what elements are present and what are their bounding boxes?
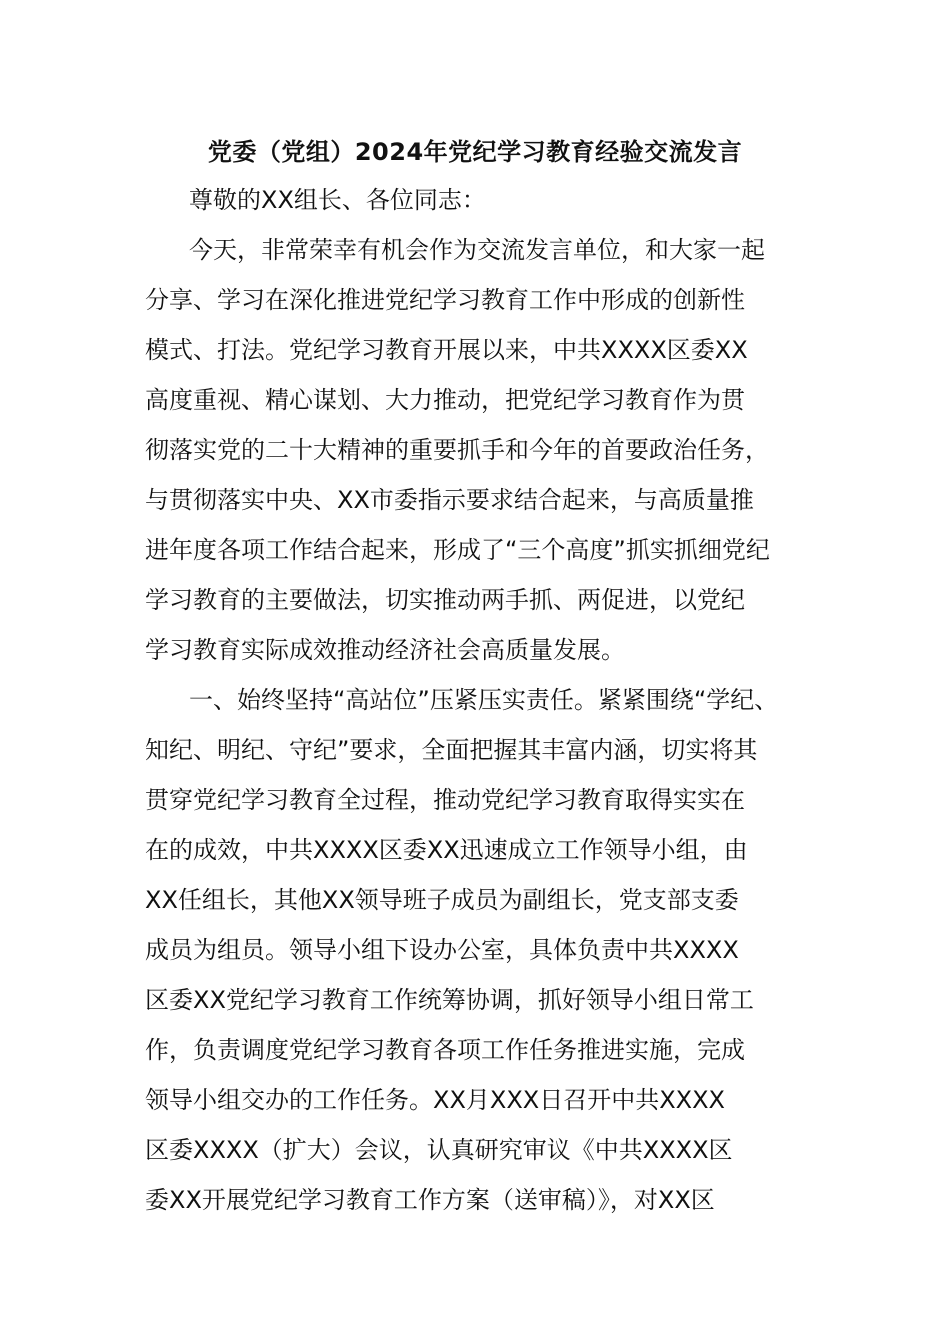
text-line: 作，负责调度党纪学习教育各项工作任务推进实施，完成 <box>145 1036 745 1064</box>
text-line: 学习教育实际成效推动经济社会高质量发展。 <box>145 636 625 664</box>
section-heading-line: 一、始终坚持“高站位”压紧压实责任。紧紧围绕“学纪、 <box>189 686 779 714</box>
text-line: 知纪、明纪、守纪”要求，全面把握其丰富内涵，切实将其 <box>145 736 758 764</box>
document-title: 党委（党组）2024年党纪学习教育经验交流发言 <box>207 138 743 166</box>
text-line: 模式、打法。党纪学习教育开展以来，中共XXXX区委XX <box>145 336 748 364</box>
text-line: 高度重视、精心谋划、大力推动，把党纪学习教育作为贯 <box>145 386 745 414</box>
text-line: 贯穿党纪学习教育全过程，推动党纪学习教育取得实实在 <box>145 786 745 814</box>
text-line: 分享、学习在深化推进党纪学习教育工作中形成的创新性 <box>145 286 745 314</box>
salutation: 尊敬的XX组长、各位同志： <box>189 186 486 214</box>
text-line: 领导小组交办的工作任务。XX月XXX日召开中共XXXX <box>145 1086 725 1114</box>
text-line: 学习教育的主要做法，切实推动两手抓、两促进，以党纪 <box>145 586 745 614</box>
text-line: 区委XX党纪学习教育工作统筹协调，抓好领导小组日常工 <box>145 986 754 1014</box>
text-line: 彻落实党的二十大精神的重要抓手和今年的首要政治任务， <box>145 436 769 464</box>
text-line: 委XX开展党纪学习教育工作方案（送审稿）》，对XX区 <box>145 1186 715 1214</box>
text-line: XX任组长，其他XX领导班子成员为副组长，党支部支委 <box>145 886 739 914</box>
text-line: 区委XXXX（扩大）会议，认真研究审议《中共XXXX区 <box>145 1136 733 1164</box>
text-line: 进年度各项工作结合起来，形成了“三个高度”抓实抓细党纪 <box>145 536 770 564</box>
text-line: 今天，非常荣幸有机会作为交流发言单位，和大家一起 <box>189 236 765 264</box>
text-line: 与贯彻落实中央、XX市委指示要求结合起来，与高质量推 <box>145 486 754 514</box>
text-line: 在的成效，中共XXXX区委XX迅速成立工作领导小组，由 <box>145 836 748 864</box>
text-line: 成员为组员。领导小组下设办公室，具体负责中共XXXX <box>145 936 739 964</box>
